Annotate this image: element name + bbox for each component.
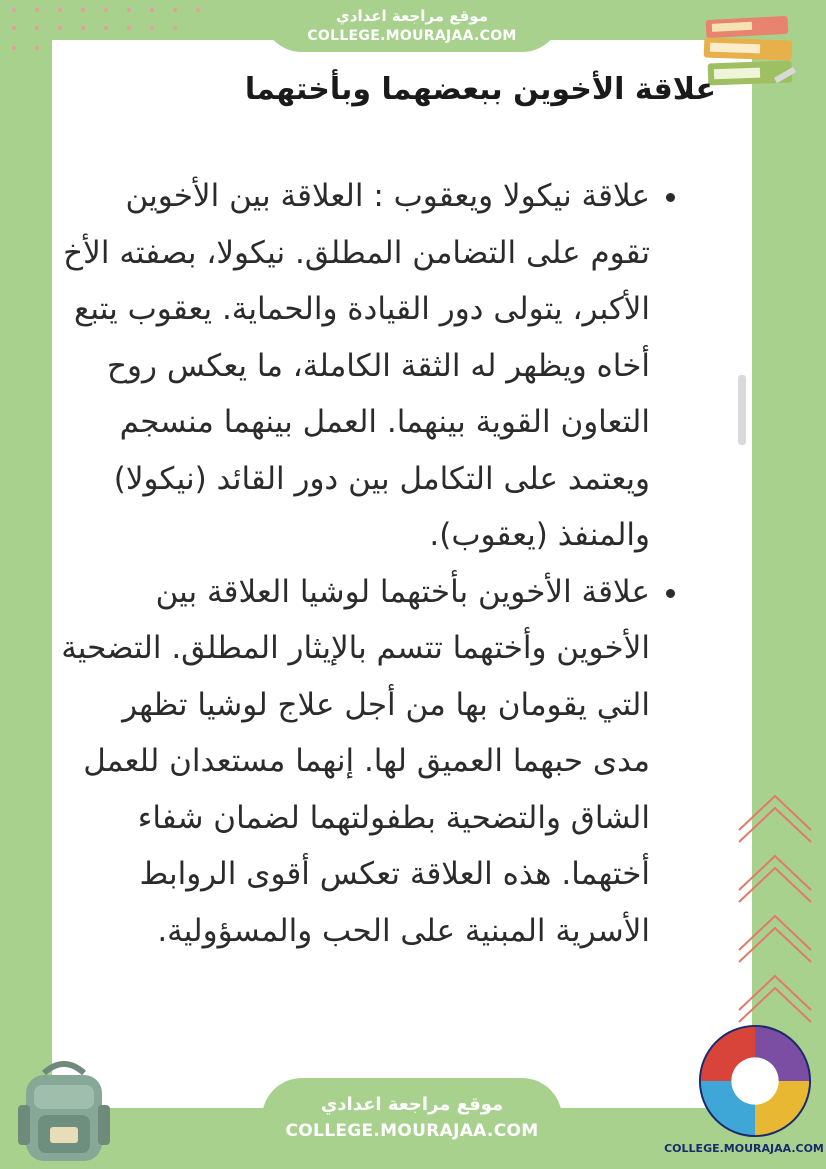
header-tab bbox=[262, 0, 562, 52]
backpack-icon bbox=[14, 1055, 114, 1165]
college-logo-icon bbox=[696, 1022, 814, 1140]
footer-site-url[interactable]: COLLEGE.MOURAJAA.COM bbox=[285, 1121, 539, 1141]
chevron-decoration-icon bbox=[735, 790, 815, 1040]
page-title: علاقة الأخوين ببعضهما وبأختهما bbox=[244, 72, 716, 107]
article-body bbox=[60, 168, 680, 959]
footer-tab bbox=[262, 1078, 562, 1169]
scrollbar[interactable] bbox=[738, 375, 746, 445]
paragraph-nicolas-jacob: • علاقة نيكولا ويعقوب : العلاقة بين الأخوين تقوم على التضامن المطلق. نيكولا، بصفته الأخ الأكبر، يتولى دور القيادة والحماية. يعقوب يتبع أخاه ويظهر له الثقة الكاملة، ما يعكس روح التعاون القوية بينهما. العمل بينهما منسجم ويعتمد على التكامل بين دور القائد (نيكولا) والمنفذ (يعقوب). bbox=[60, 168, 650, 564]
header-site-url[interactable]: COLLEGE.MOURAJAA.COM bbox=[307, 28, 517, 44]
paragraph-brothers-lucia: • علاقة الأخوين بأختهما لوشيا العلاقة بين الأخوين وأختهما تتسم بالإيثار المطلق. التضحية التي يقومان بها من أجل علاج لوشيا تظهر مدى حبهما العميق لها. إنهما مستعدان للعمل الشاق والتضحية بطفولتهما لضمان شفاء أختهما. هذه العلاقة تعكس أقوى الروابط الأسرية المبنية على الحب والمسؤولية. bbox=[60, 564, 650, 960]
header-site-name: موقع مراجعة اعدادي bbox=[336, 7, 488, 25]
logo-label: COLLEGE.MOURAJAA.COM bbox=[664, 1142, 824, 1155]
footer-site-name: موقع مراجعة اعدادي bbox=[320, 1094, 504, 1115]
